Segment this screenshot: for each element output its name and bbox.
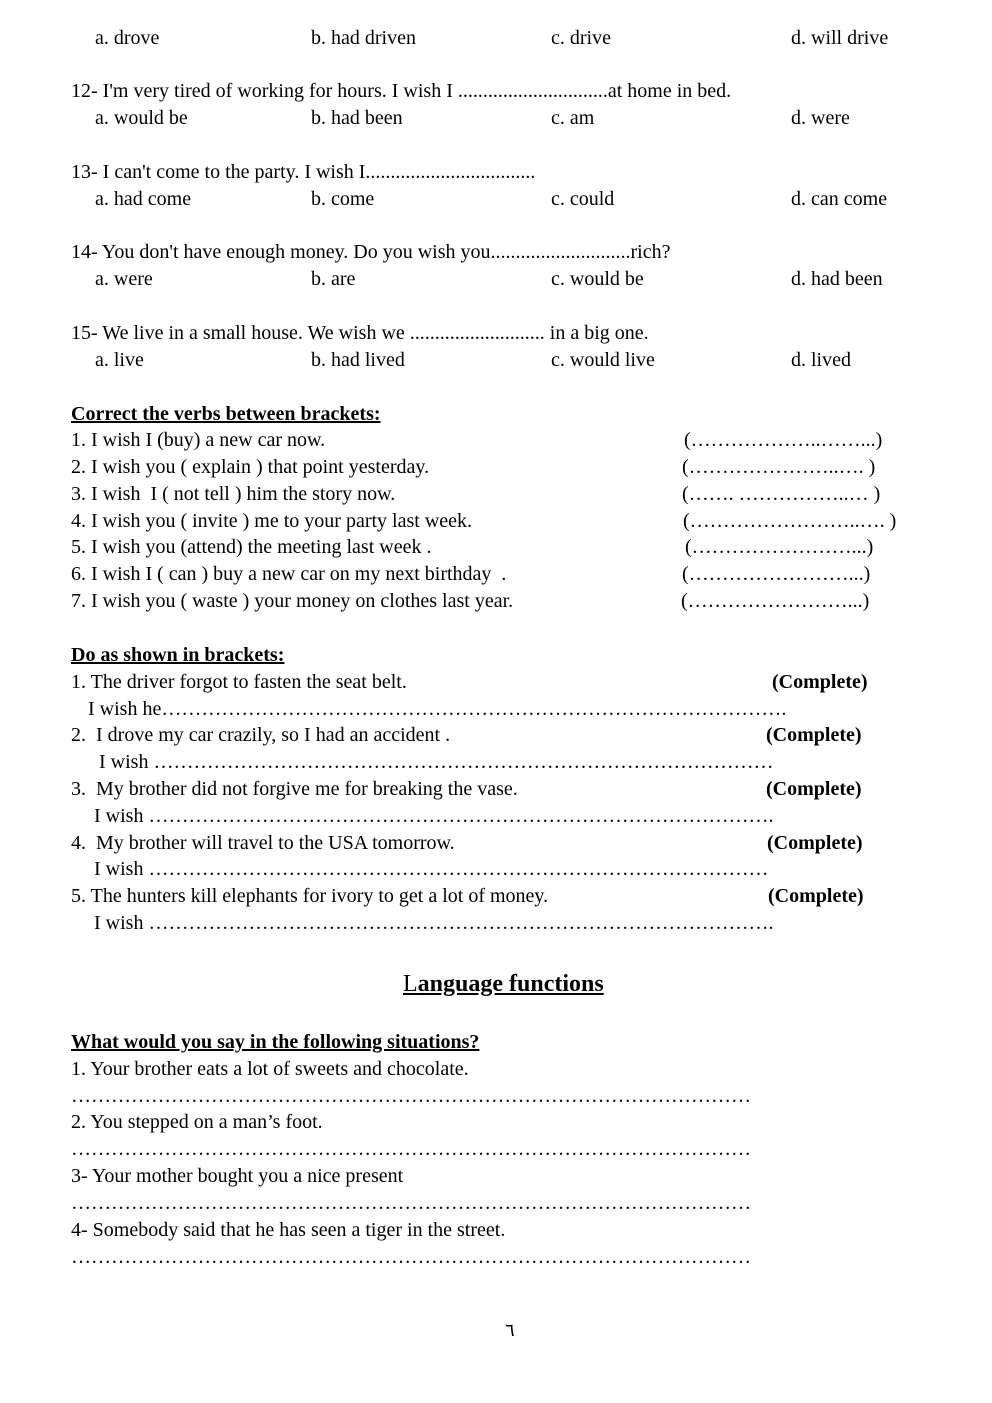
- answer-blank[interactable]: (……………………...): [685, 536, 874, 558]
- page-number: ٦: [505, 1320, 515, 1340]
- exercise-item: 5. The hunters kill elephants for ivory to get a lot of money.: [71, 885, 549, 907]
- mcq-option: b. had driven: [311, 27, 416, 49]
- section-title-first-letter: L: [403, 971, 418, 997]
- mcq-option: b. come: [311, 188, 375, 210]
- section-heading: Correct the verbs between brackets:: [71, 403, 381, 425]
- answer-blank[interactable]: (……. ……………..… ): [682, 483, 881, 505]
- answer-line[interactable]: I wish he………………………………………………………………………………….: [88, 698, 787, 720]
- mcq-option: c. am: [551, 107, 595, 129]
- exercise-item: 1. The driver forgot to fasten the seat belt.: [71, 671, 407, 693]
- instruction-tag: (Complete): [768, 885, 864, 907]
- instruction-tag: (Complete): [767, 832, 863, 854]
- exercise-item: 4. I wish you ( invite ) me to your party last week.: [71, 510, 473, 532]
- answer-blank[interactable]: (……………………...): [682, 563, 871, 585]
- mcq-option: c. would live: [551, 349, 655, 371]
- mcq-option: b. are: [311, 268, 356, 290]
- mcq-option: a. would be: [95, 107, 188, 129]
- exercise-item: 3. I wish I ( not tell ) him the story now.: [71, 483, 396, 505]
- exercise-item: 7. I wish you ( waste ) your money on clothes last year.: [71, 590, 514, 612]
- answer-line[interactable]: I wish …………………………………………………………………………………: [99, 751, 774, 773]
- mcq-option: b. had lived: [311, 349, 405, 371]
- exercise-item: 2. I drove my car crazily, so I had an accident .: [71, 724, 451, 746]
- mcq-option: c. would be: [551, 268, 644, 290]
- exercise-item: 5. I wish you (attend) the meeting last week .: [71, 536, 432, 558]
- mcq-question: 13- I can't come to the party. I wish I..................................: [71, 161, 536, 183]
- mcq-option: a. live: [95, 349, 144, 371]
- mcq-option: d. lived: [791, 349, 851, 371]
- mcq-option: d. were: [791, 107, 850, 129]
- mcq-option: c. could: [551, 188, 615, 210]
- instruction-tag: (Complete): [766, 778, 862, 800]
- mcq-question: 12- I'm very tired of working for hours. I wish I ..............................at home in bed.: [71, 80, 732, 102]
- situation-item: 1. Your brother eats a lot of sweets and chocolate.: [71, 1058, 469, 1080]
- answer-line[interactable]: …………………………………………………………………………………………: [71, 1246, 751, 1268]
- answer-blank[interactable]: (………………..……...): [684, 429, 883, 451]
- exercise-item: 4. My brother will travel to the USA tomorrow.: [71, 832, 455, 854]
- mcq-option: d. can come: [791, 188, 888, 210]
- answer-line[interactable]: …………………………………………………………………………………………: [71, 1138, 751, 1160]
- instruction-tag: (Complete): [772, 671, 868, 693]
- instruction-tag: (Complete): [766, 724, 862, 746]
- section-title-rest: anguage functions: [417, 971, 604, 997]
- answer-line[interactable]: I wish …………………………………………………………………………………: [94, 858, 769, 880]
- answer-blank[interactable]: (……………………...): [681, 590, 870, 612]
- answer-blank[interactable]: (…………………..…. ): [682, 456, 876, 478]
- mcq-option: d. had been: [791, 268, 883, 290]
- answer-line[interactable]: I wish ………………………………………………………………………………….: [94, 912, 774, 934]
- situation-item: 4- Somebody said that he has seen a tiger in the street.: [71, 1219, 506, 1241]
- section-heading: What would you say in the following situations?: [71, 1031, 480, 1053]
- mcq-option: d. will drive: [791, 27, 889, 49]
- situation-item: 2. You stepped on a man’s foot.: [71, 1111, 323, 1133]
- answer-line[interactable]: I wish ………………………………………………………………………………….: [94, 805, 774, 827]
- section-title: [403, 969, 604, 999]
- situation-item: 3- Your mother bought you a nice present: [71, 1165, 404, 1187]
- mcq-option: a. drove: [95, 27, 160, 49]
- exercise-item: 6. I wish I ( can ) buy a new car on my next birthday .: [71, 563, 507, 585]
- answer-line[interactable]: …………………………………………………………………………………………: [71, 1085, 751, 1107]
- exercise-item: 2. I wish you ( explain ) that point yesterday.: [71, 456, 430, 478]
- exercise-item: 1. I wish I (buy) a new car now.: [71, 429, 326, 451]
- answer-blank[interactable]: (……………………..…. ): [683, 510, 897, 532]
- section-heading: Do as shown in brackets:: [71, 644, 285, 666]
- answer-line[interactable]: …………………………………………………………………………………………: [71, 1192, 751, 1214]
- mcq-option: c. drive: [551, 27, 611, 49]
- mcq-question: 15- We live in a small house. We wish we ........................... in a big one.: [71, 322, 649, 344]
- mcq-option: a. had come: [95, 188, 192, 210]
- mcq-option: a. were: [95, 268, 153, 290]
- mcq-option: b. had been: [311, 107, 403, 129]
- exercise-item: 3. My brother did not forgive me for breaking the vase.: [71, 778, 518, 800]
- mcq-question: 14- You don't have enough money. Do you wish you............................rich?: [71, 241, 671, 263]
